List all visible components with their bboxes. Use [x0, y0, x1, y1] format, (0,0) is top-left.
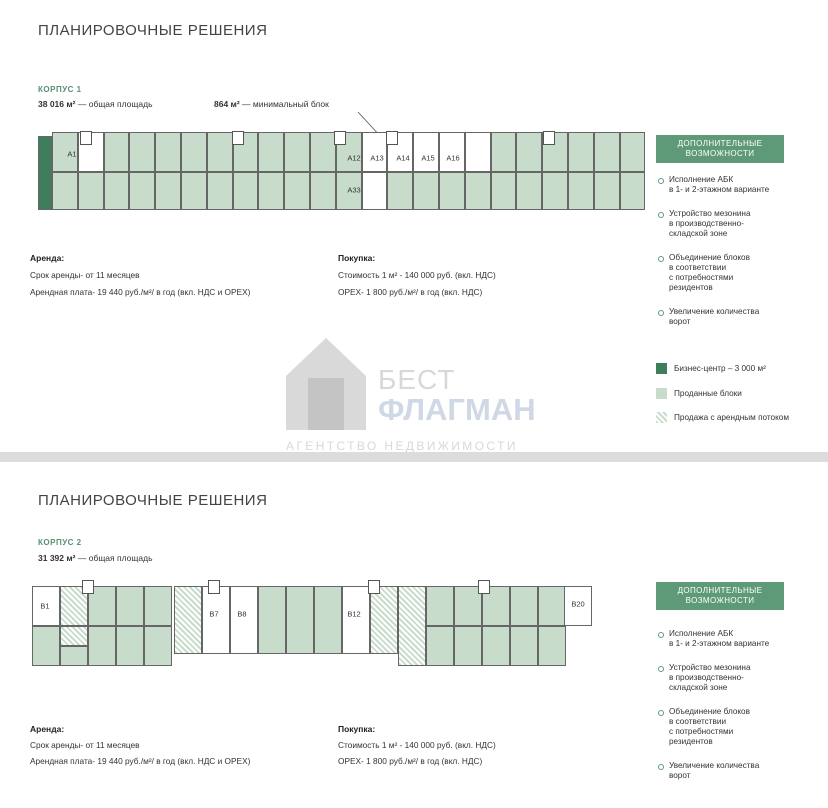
plan-block [32, 626, 60, 666]
gate-marker [82, 580, 94, 594]
legend-item-line: Устройство мезонина [669, 209, 751, 218]
legend-bullet-icon [658, 666, 664, 672]
buy-heading: Покупка: [338, 253, 376, 263]
legend-item-line: с потребностями [669, 727, 734, 736]
legend-bullet-icon [658, 310, 664, 316]
plan-block [181, 132, 207, 172]
plan-block [465, 132, 491, 172]
plan-block [538, 626, 566, 666]
legend-item-line: Увеличение количества [669, 307, 760, 316]
rent-heading: Аренда: [30, 253, 65, 263]
gate-marker [543, 131, 555, 145]
total-area-label: — общая площадь [77, 99, 153, 109]
plan-block [310, 132, 336, 172]
watermark-logo-icon [286, 338, 366, 430]
legend-item [669, 175, 819, 195]
plan-block [104, 172, 130, 210]
plan-block [258, 132, 284, 172]
buy-cost: Стоимость 1 м² - 140 000 руб. (вкл. НДС) [338, 740, 496, 750]
legend-item-line: резидентов [669, 737, 713, 746]
plan-block [155, 172, 181, 210]
plan-block [144, 626, 172, 666]
gate-marker [368, 580, 380, 594]
block-label: A14 [396, 153, 410, 163]
plan-block [116, 626, 144, 666]
plan-block [207, 132, 233, 172]
plan-block [510, 586, 538, 626]
sold-label: Проданные блоки [674, 389, 742, 398]
legend-item-line: резидентов [669, 283, 713, 292]
rent-rate: Арендная плата- 19 440 руб./м²/ в год (вкл. НДС и OPEX) [30, 287, 251, 297]
legend-item-line: в 1- и 2-этажном варианте [669, 185, 770, 194]
total-area [38, 99, 153, 109]
plan-block [116, 586, 144, 626]
legend-item-line: складской зоне [669, 229, 728, 238]
plan-block [342, 586, 370, 654]
block-label: A16 [446, 153, 460, 163]
plan-block [258, 172, 284, 210]
legend-item-line: ворот [669, 317, 691, 326]
plan-block [233, 172, 259, 210]
gate-marker [232, 131, 244, 145]
min-block-label: — минимальный блок [242, 99, 329, 109]
block-label: A33 [347, 185, 361, 195]
plan-block [258, 586, 286, 654]
total-area-label: — общая площадь [77, 553, 153, 563]
page-title: ПЛАНИРОВОЧНЫЕ РЕШЕНИЯ [38, 492, 268, 509]
legend-item [669, 209, 819, 239]
gate-marker [334, 131, 346, 145]
plan-block [230, 586, 258, 654]
legend-item-line: в 1- и 2-этажном варианте [669, 639, 770, 648]
plan-block [104, 132, 130, 172]
legend-item [669, 663, 819, 693]
legend-item-line: в соответствии [669, 263, 727, 272]
plan-block [52, 172, 78, 210]
legend-item-line: ворот [669, 771, 691, 780]
plan-block [207, 172, 233, 210]
rent-flow-swatch [656, 412, 667, 423]
legend-item [669, 761, 819, 781]
plan-block [284, 132, 310, 172]
watermark-line1: БЕСТ [378, 364, 456, 395]
plan-block [426, 626, 454, 666]
plan-block [538, 586, 566, 626]
block-label: A1 [67, 149, 77, 159]
buy-opex: OPEX- 1 800 руб./м²/ в год (вкл. НДС) [338, 756, 483, 766]
legend-item-line: Устройство мезонина [669, 663, 751, 672]
rent-heading: Аренда: [30, 724, 65, 734]
gate-marker [208, 580, 220, 594]
plan-panel-korpus-2 [0, 462, 828, 808]
plan-block [413, 172, 439, 210]
korpus-label: КОРПУС 1 [38, 85, 82, 94]
block-label: B20 [571, 599, 585, 609]
legend-bullet-icon [658, 710, 664, 716]
min-block-value: 864 м² [214, 99, 240, 109]
plan-block [144, 586, 172, 626]
plan-block [314, 586, 342, 654]
block-label: A12 [347, 153, 361, 163]
block-label: B12 [347, 609, 361, 619]
legend-header-line2: ВОЗМОЖНОСТИ [685, 596, 755, 605]
min-block [214, 99, 329, 109]
block-label: B7 [209, 609, 219, 619]
rent-flow-label: Продажа с арендным потоком [674, 413, 789, 422]
plan-block [620, 172, 646, 210]
buy-cost: Стоимость 1 м² - 140 000 руб. (вкл. НДС) [338, 270, 496, 280]
plan-block [60, 626, 88, 646]
plan-block [482, 626, 510, 666]
plan-block [60, 646, 88, 666]
floor-plan-korpus-2 [32, 580, 592, 670]
legend-item [669, 253, 819, 293]
legend-bullet-icon [658, 632, 664, 638]
total-area-value: 31 392 м² [38, 553, 76, 563]
plan-block [362, 132, 388, 172]
rent-rate: Арендная плата- 19 440 руб./м²/ в год (вкл. НДС и OPEX) [30, 756, 251, 766]
page-title: ПЛАНИРОВОЧНЫЕ РЕШЕНИЯ [38, 22, 268, 39]
plan-block [362, 172, 388, 210]
legend-item-line: Объединение блоков [669, 707, 750, 716]
sold-swatch [656, 388, 667, 399]
legend-item [669, 707, 819, 747]
plan-block [568, 172, 594, 210]
plan-block [310, 172, 336, 210]
legend-header-line2: ВОЗМОЖНОСТИ [685, 149, 755, 158]
plan-block [284, 172, 310, 210]
floor-plan-korpus-1 [38, 132, 620, 212]
watermark-line3: АГЕНТСТВО НЕДВИЖИМОСТИ [286, 439, 518, 453]
plan-block [286, 586, 314, 654]
plan-block [129, 132, 155, 172]
gate-marker [478, 580, 490, 594]
legend-header [656, 582, 784, 610]
plan-block [594, 132, 620, 172]
business-center-swatch [656, 363, 667, 374]
rent-term: Срок аренды- от 11 месяцев [30, 270, 140, 280]
watermark-line2: ФЛАГМАН [378, 392, 536, 427]
block-label: B1 [40, 601, 50, 611]
legend-bullet-icon [658, 764, 664, 770]
legend-bullet-icon [658, 212, 664, 218]
legend-item-line: в производственно- [669, 673, 744, 682]
legend-item-line: в соответствии [669, 717, 727, 726]
korpus-label: КОРПУС 2 [38, 538, 82, 547]
total-area-value: 38 016 м² [38, 99, 76, 109]
plan-block [568, 132, 594, 172]
plan-block [413, 132, 439, 172]
plan-block [155, 132, 181, 172]
plan-block [426, 586, 454, 626]
block-label: A13 [370, 153, 384, 163]
legend-bullet-icon [658, 256, 664, 262]
legend-item-line: Исполнение АБК [669, 175, 734, 184]
legend-header-line1: ДОПОЛНИТЕЛЬНЫЕ [677, 139, 763, 148]
plan-block [439, 172, 465, 210]
buy-heading: Покупка: [338, 724, 376, 734]
buy-opex: OPEX- 1 800 руб./м²/ в год (вкл. НДС) [338, 287, 483, 297]
plan-block [516, 172, 542, 210]
plan-block [129, 172, 155, 210]
plan-block [510, 626, 538, 666]
legend-bullet-icon [658, 178, 664, 184]
plan-block [516, 132, 542, 172]
legend-item-line: Объединение блоков [669, 253, 750, 262]
total-area [38, 553, 153, 563]
plan-block [491, 172, 517, 210]
legend-item [669, 629, 819, 649]
plan-block [78, 172, 104, 210]
legend-item-line: с потребностями [669, 273, 734, 282]
plan-block [454, 626, 482, 666]
block-label: B8 [237, 609, 247, 619]
plan-block [181, 172, 207, 210]
plan-block [174, 586, 202, 654]
plan-block [491, 132, 517, 172]
plan-block [465, 172, 491, 210]
legend-item-line: Увеличение количества [669, 761, 760, 770]
legend-header [656, 135, 784, 163]
plan-block [387, 172, 413, 210]
legend-item-line: в производственно- [669, 219, 744, 228]
plan-block [542, 172, 568, 210]
plan-block [398, 586, 426, 666]
plan-block [620, 132, 646, 172]
block-label: A15 [421, 153, 435, 163]
plan-block [594, 172, 620, 210]
business-center-label: Бизнес-центр – 3 000 м² [674, 364, 766, 373]
legend-item [669, 307, 819, 327]
gate-marker [80, 131, 92, 145]
rent-term: Срок аренды- от 11 месяцев [30, 740, 140, 750]
plan-block [439, 132, 465, 172]
legend-header-line1: ДОПОЛНИТЕЛЬНЫЕ [677, 586, 763, 595]
plan-block [38, 136, 52, 210]
legend-item-line: складской зоне [669, 683, 728, 692]
plan-block [202, 586, 230, 654]
plan-block [88, 626, 116, 666]
legend-item-line: Исполнение АБК [669, 629, 734, 638]
gate-marker [386, 131, 398, 145]
plan-block [370, 586, 398, 654]
